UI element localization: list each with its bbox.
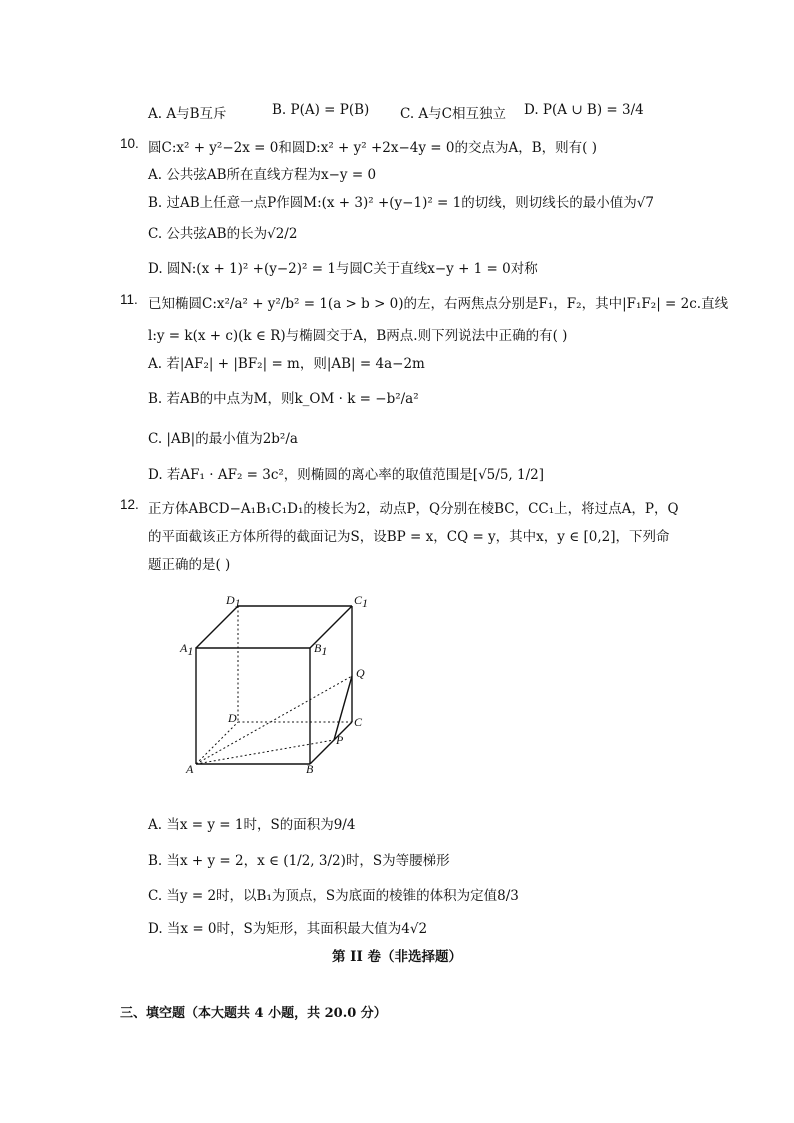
- q11-option-a: A. 若|AF₂| + |BF₂| = m，则|AB| = 4a−2m: [148, 356, 425, 372]
- q10-stem: 圆C:x² + y²−2x = 0和圆D:x² + y² +2x−4y = 0的交点为A，B，则有( ): [148, 140, 597, 156]
- q12-option-b: B. 当x + y = 2，x ∈ (1/2, 3/2)时，S为等腰梯形: [148, 853, 450, 869]
- q11-stem-line2: l:y = k(x + c)(k ∈ R)与椭圆交于A，B两点.则下列说法中正确的有( ): [148, 328, 568, 344]
- label-a: A: [186, 762, 194, 776]
- section3-title: 三、填空题（本大题共 4 小题，共 20.0 分）: [120, 1006, 387, 1021]
- q9-option-d: D. P(A ∪ B) = 3/4: [524, 102, 644, 118]
- q9-option-a: A. A与B互斥: [148, 106, 227, 122]
- q10-option-b: B. 过AB上任意一点P作圆M:(x + 3)² +(y−1)² = 1的切线，则切线长的最小值为√7: [148, 195, 654, 211]
- q12-stem-line2: 的平面截该正方体所得的截面记为S，设BP = x，CQ = y，其中x，y ∈ [0,2]，下列命: [148, 529, 670, 545]
- edge-a1d1: [196, 606, 238, 648]
- q10-option-c: C. 公共弦AB的长为√2/2: [148, 226, 298, 242]
- label-c: C: [354, 715, 363, 729]
- q12-stem-line1: 正方体ABCD−A₁B₁C₁D₁的棱长为2，动点P，Q分别在棱BC，CC₁上，将过点A，P，Q: [148, 501, 679, 517]
- q11-stem-line1: 已知椭圆C:x²/a² + y²/b² = 1(a > b > 0)的左，右两焦点分别是F₁，F₂，其中|F₁F₂| = 2c.直线: [148, 296, 729, 312]
- q10-option-a: A. 公共弦AB所在直线方程为x−y = 0: [148, 167, 377, 183]
- q12-option-a: A. 当x = y = 1时，S的面积为9/4: [148, 817, 356, 833]
- label-b: B: [306, 762, 314, 776]
- q10-option-d: D. 圆N:(x + 1)² +(y−2)² = 1与圆C关于直线x−y + 1 = 0对称: [148, 261, 538, 277]
- label-c1: C1: [354, 593, 369, 610]
- q11-number: 11.: [120, 292, 138, 307]
- q9-option-b: B. P(A) = P(B): [272, 102, 370, 118]
- q12-number: 12.: [120, 497, 139, 512]
- q9-option-c: C. A与C相互独立: [400, 106, 507, 122]
- line-aq-hidden: [196, 676, 352, 764]
- q11-option-d: D. 若AF₁ · AF₂ = 3c²，则椭圆的离心率的取值范围是[√5/5, 1/2]: [148, 467, 544, 483]
- q11-option-b: B. 若AB的中点为M，则k_OM · k = −b²/a²: [148, 391, 419, 407]
- label-d: D: [228, 711, 237, 725]
- q10-number: 10.: [120, 136, 139, 151]
- cube-figure: [170, 585, 410, 780]
- label-b1: B1: [314, 641, 328, 658]
- part2-title: 第 II 卷（非选择题）: [331, 949, 463, 965]
- label-q: Q: [356, 666, 365, 680]
- q12-stem-line3: 题正确的是( ): [148, 557, 231, 573]
- q12-option-d: D. 当x = 0时，S为矩形，其面积最大值为4√2: [148, 921, 428, 937]
- label-d1: D1: [226, 593, 241, 610]
- label-p: P: [336, 733, 344, 747]
- label-a1: A1: [180, 641, 194, 658]
- q12-option-c: C. 当y = 2时，以B₁为顶点，S为底面的棱锥的体积为定值8/3: [148, 888, 519, 904]
- q11-option-c: C. |AB|的最小值为2b²/a: [148, 431, 298, 447]
